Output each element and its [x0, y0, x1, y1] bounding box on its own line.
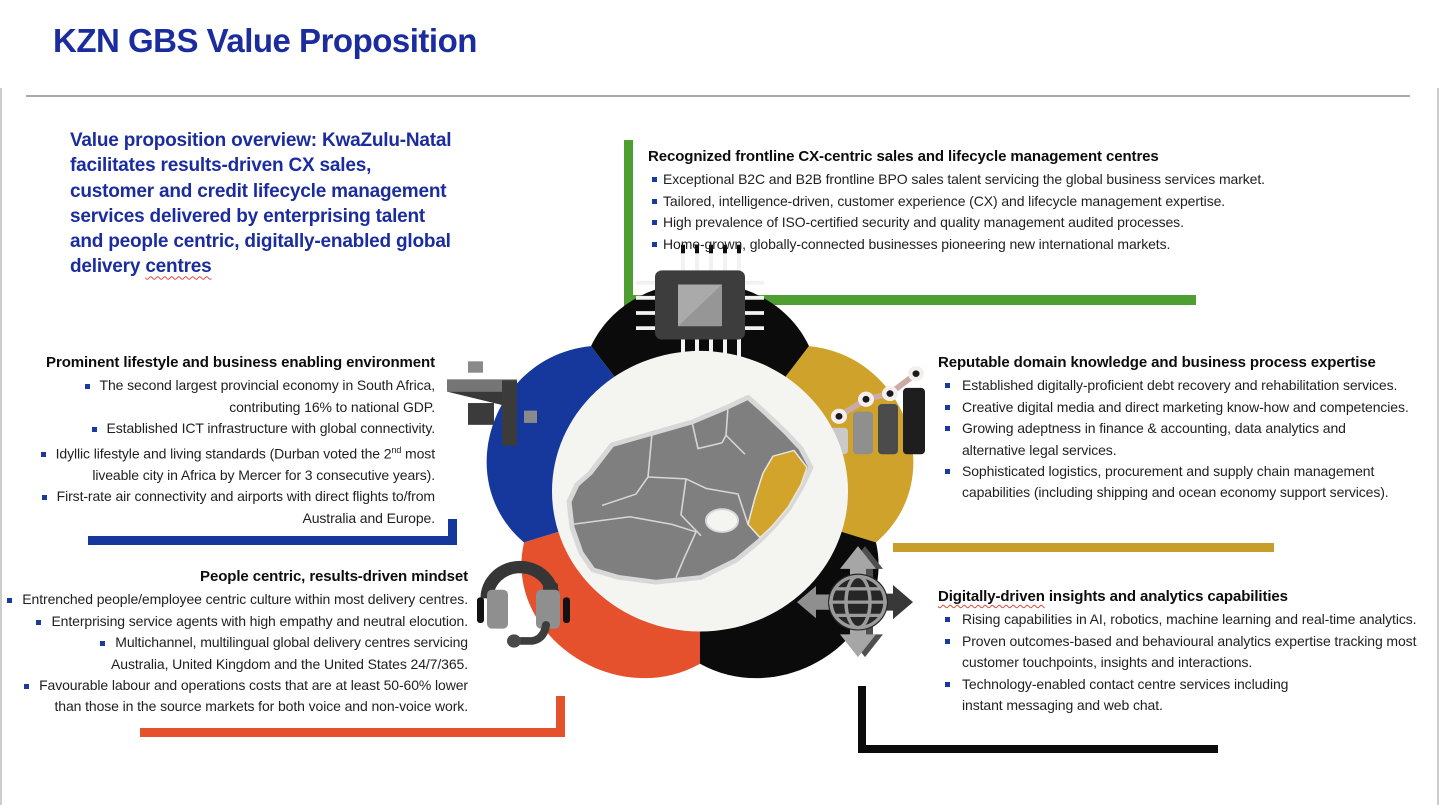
bullet-line: Entrenched people/employee centric culture within most delivery centres. — [5, 589, 468, 610]
lesotho-enclave — [706, 509, 738, 532]
bullet-marker — [945, 617, 950, 622]
bullet-marker — [652, 242, 657, 247]
bullet-line: High prevalence of ISO-certified security and quality management audited processes. — [648, 212, 1288, 233]
bullet-marker — [7, 598, 12, 603]
bullet-line: Enterprising service agents with high empathy and neutral elocution. — [5, 611, 468, 632]
right-border — [1437, 88, 1439, 805]
section-heading: Digitally-driven insights and analytics capabilities — [938, 588, 1288, 605]
bullet-line: Sophisticated logistics, procurement and supply chain management — [938, 461, 1423, 482]
bullet-line: Technology-enabled contact centre services including — [938, 674, 1423, 695]
text-line: delivery centres — [70, 256, 212, 278]
bullet-marker — [652, 199, 657, 204]
bullet-line: Idyllic lifestyle and living standards (Durban voted the 2nd most — [30, 440, 435, 465]
bullet-line: Tailored, intelligence-driven, customer experience (CX) and lifecycle management expertise. — [648, 191, 1288, 212]
bullet-marker — [945, 383, 950, 388]
orange-connector-horizontal — [140, 728, 565, 737]
bullet-marker — [652, 220, 657, 225]
bullet-line: Exceptional B2C and B2B frontline BPO sales talent servicing the global business services market. — [648, 169, 1288, 190]
section-lifestyle-environment — [30, 352, 435, 529]
bullet-line: Proven outcomes-based and behavioural analytics expertise tracking most — [938, 631, 1423, 652]
bullet-marker — [945, 405, 950, 410]
section-heading: Recognized frontline CX-centric sales and lifecycle management centres — [648, 148, 1159, 165]
section-heading: People centric, results-driven mindset — [200, 568, 468, 585]
text-line: and people centric, digitally-enabled global — [70, 231, 451, 253]
section-domain-knowledge — [938, 352, 1423, 504]
bullet-marker — [41, 452, 46, 457]
bullet-line: The second largest provincial economy in South Africa, — [30, 375, 435, 396]
bullet-marker — [85, 384, 90, 389]
title-divider — [26, 95, 1410, 97]
bullet-line: Creative digital media and direct marketing know-how and competencies. — [938, 397, 1423, 418]
text-line: alternative legal services. — [962, 441, 1117, 458]
text-line: contributing 16% to national GDP. — [229, 398, 435, 415]
text-line: capabilities (including shipping and ocean economy support services). — [962, 484, 1389, 501]
bullet-line: Established digitally-proficient debt recovery and rehabilitation services. — [938, 375, 1423, 396]
bullet-line: Established ICT infrastructure with global connectivity. — [30, 418, 435, 439]
text-line: Value proposition overview: KwaZulu-Natal — [70, 130, 452, 151]
bullet-marker — [100, 641, 105, 646]
black-connector-horizontal — [858, 745, 1218, 753]
section-people-centric — [5, 566, 468, 718]
bullet-marker — [36, 620, 41, 625]
text-line: Australia, United Kingdom and the United States 24/7/365. — [111, 655, 468, 672]
bullet-line: Favourable labour and operations costs that are at least 50-60% lower — [5, 675, 468, 696]
spellcheck-squiggle: centres — [145, 256, 212, 278]
bullet-line: First-rate air connectivity and airports with direct flights to/from — [30, 486, 435, 507]
value-proposition-flower-diagram — [440, 240, 960, 695]
text-line: liveable city in Africa by Mercer for 3 consecutive years). — [92, 466, 435, 483]
text-line: instant messaging and web chat. — [962, 697, 1163, 714]
bullet-marker — [42, 495, 47, 500]
bullet-marker — [92, 427, 97, 432]
left-border — [0, 88, 2, 805]
bullet-marker — [945, 469, 950, 474]
text-line: than those in the source markets for both voice and non-voice work. — [54, 698, 468, 715]
text-line: facilitates results-driven CX sales, — [70, 155, 372, 177]
section-recognized-frontline — [648, 146, 1288, 255]
text-line: Australia and Europe. — [302, 509, 435, 526]
bullet-marker — [945, 639, 950, 644]
text-line: services delivered by enterprising talent — [70, 205, 426, 227]
bullet-line: Multichannel, multilingual global delivery centres servicing — [5, 632, 468, 653]
bullet-line: Home-grown, globally-connected businesses pioneering new international markets. — [648, 234, 1288, 255]
bullet-marker — [945, 682, 950, 687]
page-title: KZN GBS Value Proposition — [53, 22, 477, 59]
bullet-line: Rising capabilities in AI, robotics, machine learning and real-time analytics. — [938, 609, 1423, 630]
overview-paragraph — [70, 128, 451, 280]
bullet-marker — [652, 177, 657, 182]
bullet-marker — [24, 684, 29, 689]
text-line: customer and credit lifecycle management — [70, 180, 447, 202]
blue-connector-horizontal — [88, 536, 457, 545]
text-line: customer touchpoints, insights and interactions. — [962, 654, 1253, 671]
section-heading: Reputable domain knowledge and business process expertise — [938, 354, 1376, 371]
spellcheck-squiggle: Digitally-driven — [938, 588, 1045, 605]
black-connector-vertical — [858, 686, 866, 753]
section-digital-insights — [938, 586, 1423, 716]
bullet-line: Growing adeptness in finance & accounting, data analytics and — [938, 418, 1423, 439]
bullet-marker — [945, 426, 950, 431]
section-heading: Prominent lifestyle and business enabling environment — [46, 354, 435, 371]
